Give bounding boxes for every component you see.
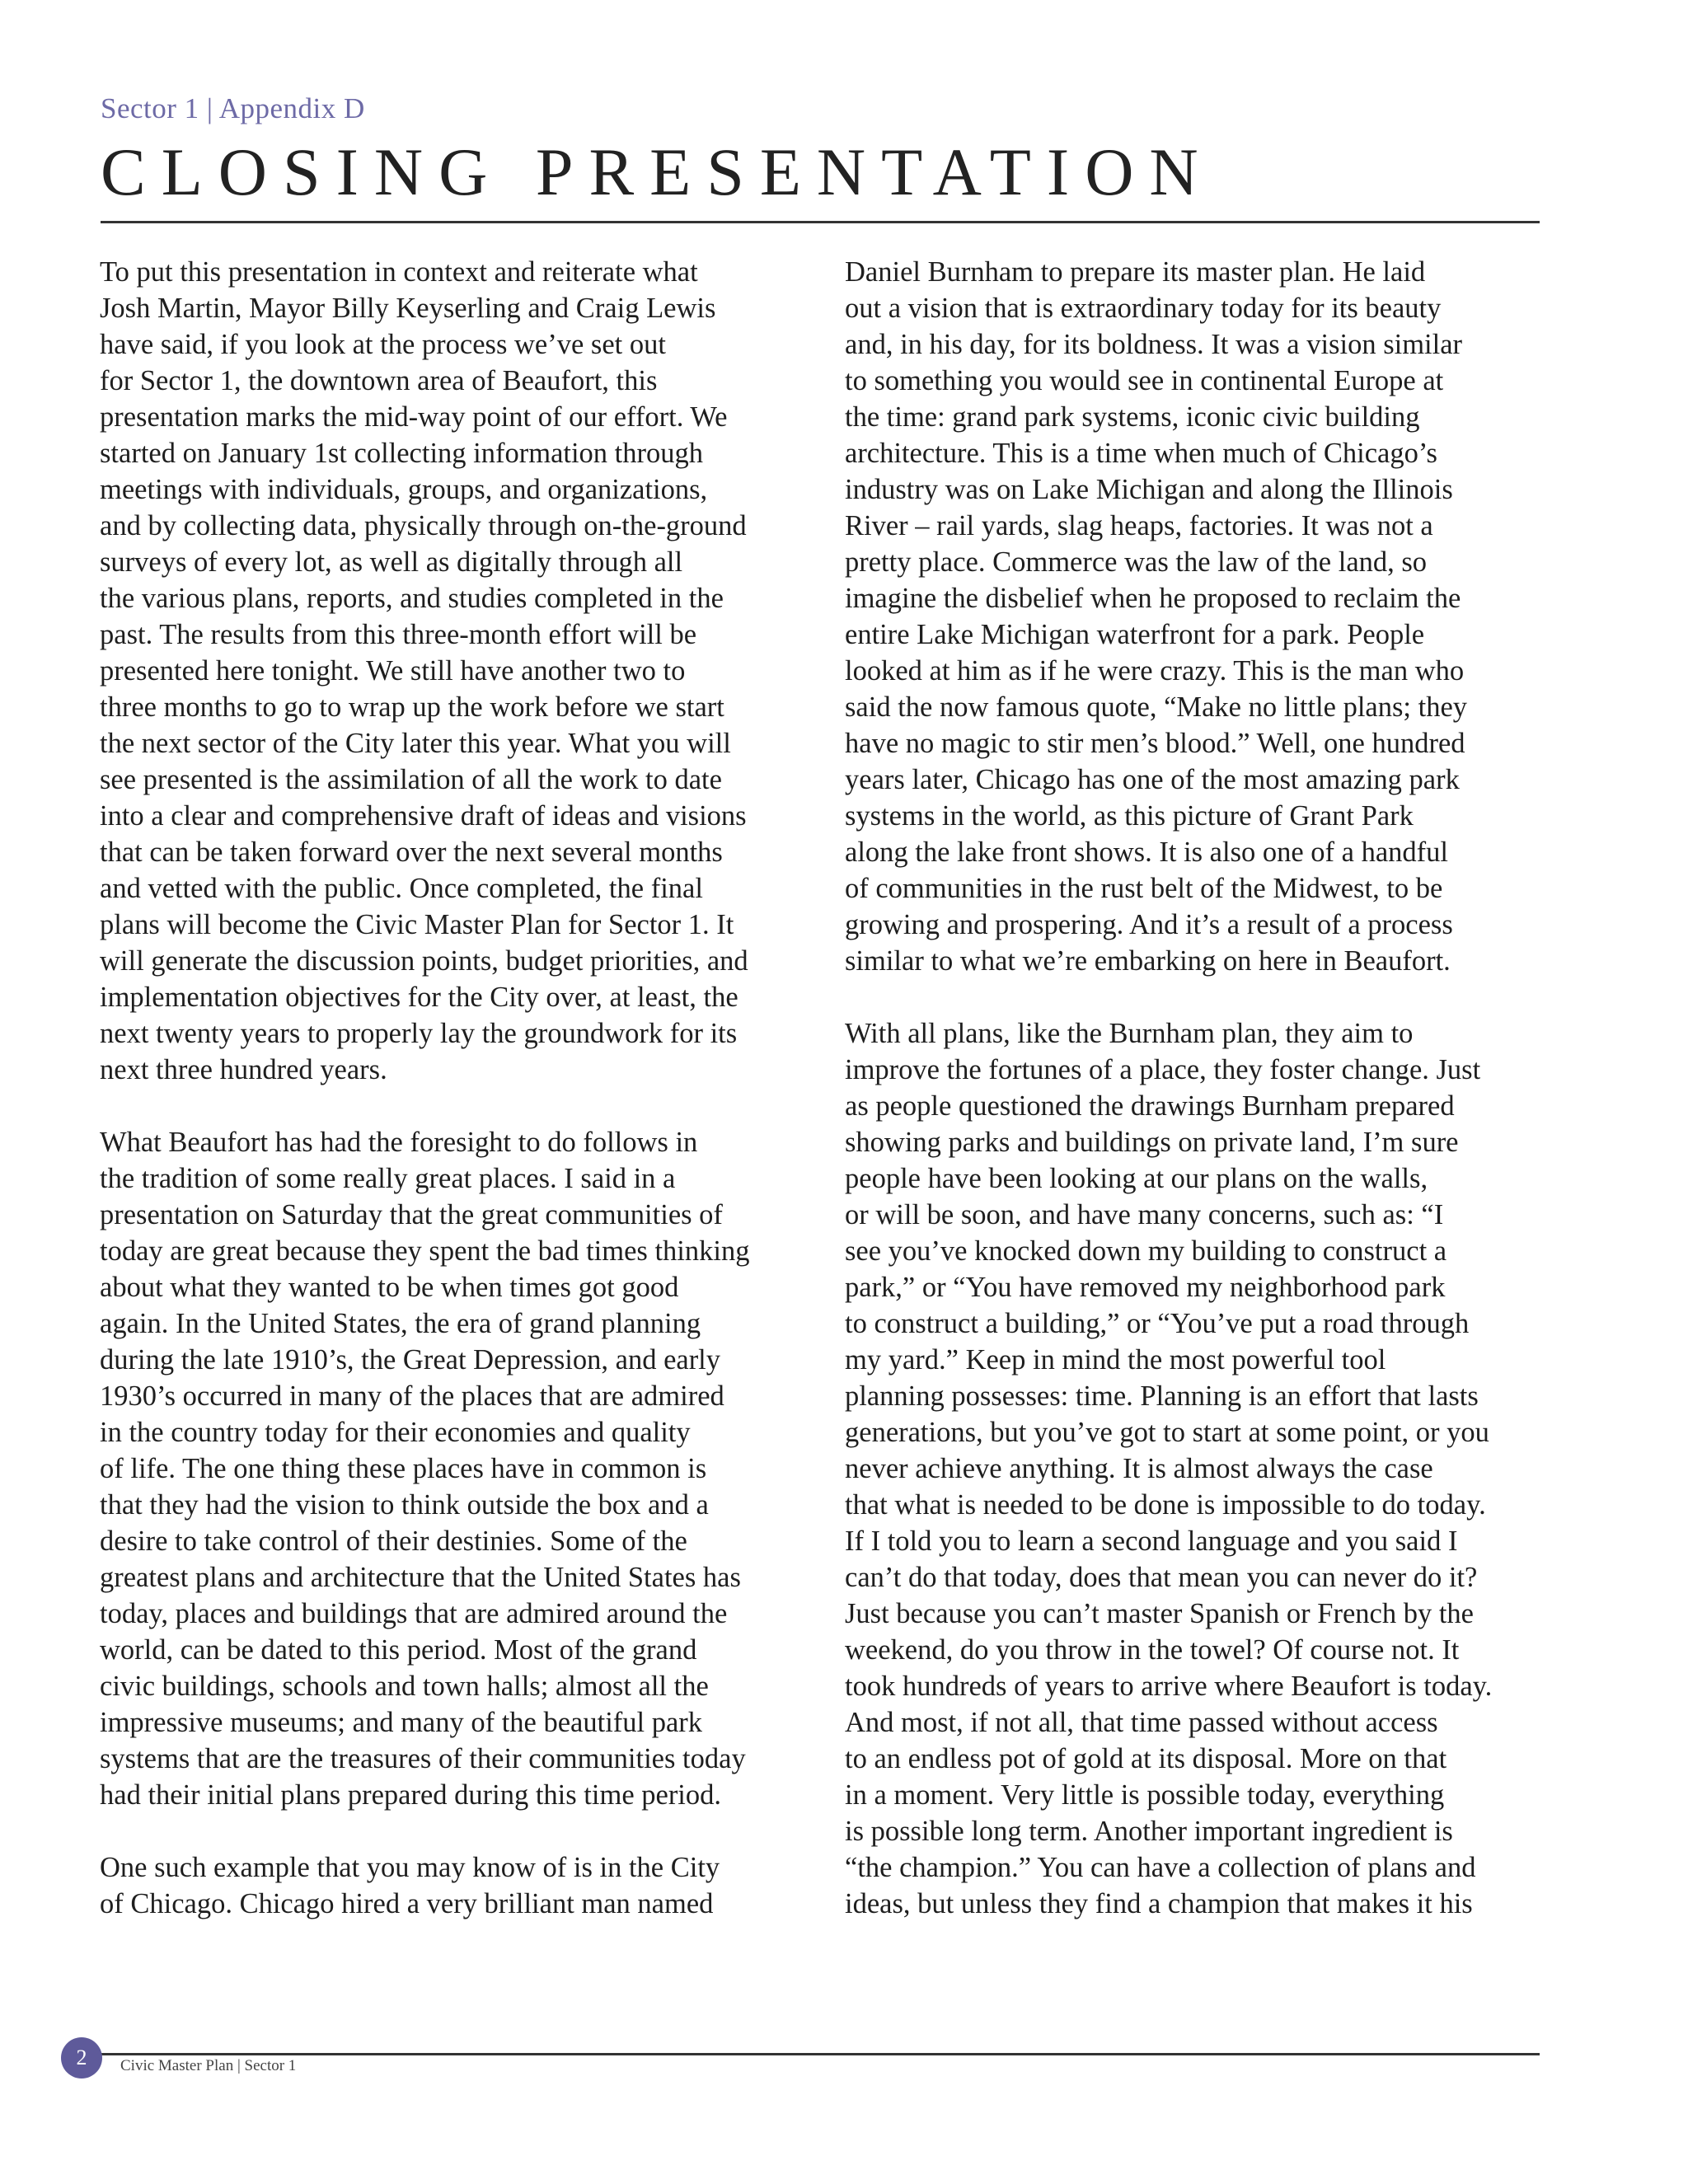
text-line: River – rail yards, slag heaps, factories. It was not a bbox=[845, 510, 1433, 541]
text-line: and, in his day, for its boldness. It was a vision similar bbox=[845, 329, 1463, 360]
paragraph-break bbox=[100, 1813, 825, 1849]
text-line: that what is needed to be done is impossible to do today. bbox=[845, 1489, 1486, 1521]
text-line: next three hundred years. bbox=[100, 1054, 387, 1085]
text-line: out a vision that is extraordinary today for its beauty bbox=[845, 293, 1442, 324]
text-line: Just because you can’t master Spanish or French by the bbox=[845, 1598, 1474, 1629]
text-line: three months to go to wrap up the work before we start bbox=[100, 691, 724, 723]
text-line: started on January 1st collecting information through bbox=[100, 438, 703, 469]
text-line: as people questioned the drawings Burnham prepared bbox=[845, 1090, 1455, 1122]
footer-divider bbox=[101, 2053, 1540, 2055]
text-line: that can be taken forward over the next several months bbox=[100, 837, 723, 868]
text-line: of life. The one thing these places have in common is bbox=[100, 1453, 707, 1484]
left-text-column bbox=[100, 254, 825, 1922]
text-line: of communities in the rust belt of the Midwest, to be bbox=[845, 873, 1443, 904]
text-line: of Chicago. Chicago hired a very brilliant man named bbox=[100, 1888, 714, 1919]
text-line: people have been looking at our plans on the walls, bbox=[845, 1163, 1428, 1194]
text-line: along the lake front shows. It is also one of a handful bbox=[845, 837, 1448, 868]
text-line: similar to what we’re embarking on here in Beaufort. bbox=[845, 945, 1451, 977]
text-line: To put this presentation in context and reiterate what bbox=[100, 256, 698, 288]
text-line: looked at him as if he were crazy. This is the man who bbox=[845, 655, 1465, 687]
text-line: had their initial plans prepared during this time period. bbox=[100, 1779, 722, 1811]
text-line: implementation objectives for the City over, at least, the bbox=[100, 982, 738, 1013]
text-line: planning possesses: time. Planning is an effort that lasts bbox=[845, 1380, 1479, 1412]
text-line: park,” or “You have removed my neighborhood park bbox=[845, 1272, 1446, 1303]
text-line: in the country today for their economies and quality bbox=[100, 1417, 691, 1448]
text-line: meetings with individuals, groups, and organizations, bbox=[100, 474, 708, 505]
text-line: and vetted with the public. Once completed, the final bbox=[100, 873, 703, 904]
text-line: is possible long term. Another important ingredient is bbox=[845, 1816, 1453, 1847]
text-line: during the late 1910’s, the Great Depression, and early bbox=[100, 1344, 721, 1376]
text-line: world, can be dated to this period. Most of the grand bbox=[100, 1634, 697, 1666]
text-line: generations, but you’ve got to start at some point, or you bbox=[845, 1417, 1489, 1448]
section-label: Sector 1 | Appendix D bbox=[101, 92, 365, 124]
text-line: to construct a building,” or “You’ve put a road through bbox=[845, 1308, 1470, 1339]
text-line: industry was on Lake Michigan and along the Illinois bbox=[845, 474, 1453, 505]
page-number-badge: 2 bbox=[61, 2037, 102, 2079]
text-line: said the now famous quote, “Make no little plans; they bbox=[845, 691, 1468, 723]
text-line: today, places and buildings that are admired around the bbox=[100, 1598, 728, 1629]
text-line: have no magic to stir men’s blood.” Well, one hundred bbox=[845, 728, 1465, 759]
text-line: One such example that you may know of is in the City bbox=[100, 1852, 720, 1883]
paragraph-break bbox=[100, 1088, 825, 1124]
text-line: With all plans, like the Burnham plan, they aim to bbox=[845, 1018, 1414, 1049]
footer-text: Civic Master Plan | Sector 1 bbox=[120, 2057, 297, 2074]
text-line: the various plans, reports, and studies completed in the bbox=[100, 583, 724, 614]
text-line: into a clear and comprehensive draft of ideas and visions bbox=[100, 800, 747, 832]
text-line: And most, if not all, that time passed without access bbox=[845, 1707, 1438, 1738]
text-line: pretty place. Commerce was the law of the land, so bbox=[845, 546, 1428, 578]
text-line: civic buildings, schools and town halls; almost all the bbox=[100, 1671, 709, 1702]
text-line: weekend, do you throw in the towel? Of course not. It bbox=[845, 1634, 1460, 1666]
text-line: greatest plans and architecture that the United States has bbox=[100, 1562, 741, 1593]
text-line: systems that are the treasures of their communities today bbox=[100, 1743, 746, 1774]
text-line: years later, Chicago has one of the most amazing park bbox=[845, 764, 1460, 795]
text-line: the next sector of the City later this year. What you will bbox=[100, 728, 731, 759]
text-line: see presented is the assimilation of all the work to date bbox=[100, 764, 722, 795]
text-line: “the champion.” You can have a collection of plans and bbox=[845, 1852, 1476, 1883]
text-line: past. The results from this three-month effort will be bbox=[100, 619, 697, 650]
text-line: never achieve anything. It is almost always the case bbox=[845, 1453, 1433, 1484]
text-line: impressive museums; and many of the beautiful park bbox=[100, 1707, 703, 1738]
text-line: to an endless pot of gold at its disposal. More on that bbox=[845, 1743, 1447, 1774]
text-line: plans will become the Civic Master Plan for Sector 1. It bbox=[100, 909, 734, 940]
text-line: 1930’s occurred in many of the places that are admired bbox=[100, 1380, 724, 1412]
text-line: Daniel Burnham to prepare its master plan. He laid bbox=[845, 256, 1426, 288]
text-line: desire to take control of their destinies. Some of the bbox=[100, 1526, 687, 1557]
text-line: about what they wanted to be when times got good bbox=[100, 1272, 679, 1303]
text-line: improve the fortunes of a place, they foster change. Just bbox=[845, 1054, 1481, 1085]
text-line: see you’ve knocked down my building to construct a bbox=[845, 1235, 1447, 1267]
paragraph-break bbox=[845, 979, 1562, 1015]
text-line: in a moment. Very little is possible today, everything bbox=[845, 1779, 1445, 1811]
text-line: next twenty years to properly lay the groundwork for its bbox=[100, 1018, 738, 1049]
text-line: have said, if you look at the process we’ve set out bbox=[100, 329, 666, 360]
text-line: presentation marks the mid-way point of our effort. We bbox=[100, 401, 728, 433]
text-line: surveys of every lot, as well as digitally through all bbox=[100, 546, 683, 578]
text-line: the time: grand park systems, iconic civic building bbox=[845, 401, 1420, 433]
text-line: Josh Martin, Mayor Billy Keyserling and Craig Lewis bbox=[100, 293, 716, 324]
text-line: today are great because they spent the bad times thinking bbox=[100, 1235, 750, 1267]
text-line: for Sector 1, the downtown area of Beaufort, this bbox=[100, 365, 658, 396]
text-line: the tradition of some really great places. I said in a bbox=[100, 1163, 676, 1194]
text-line: ideas, but unless they find a champion that makes it his bbox=[845, 1888, 1473, 1919]
text-line: or will be soon, and have many concerns, such as: “I bbox=[845, 1199, 1444, 1230]
text-line: can’t do that today, does that mean you can never do it? bbox=[845, 1562, 1478, 1593]
text-line: growing and prospering. And it’s a result of a process bbox=[845, 909, 1453, 940]
text-line: took hundreds of years to arrive where Beaufort is today. bbox=[845, 1671, 1493, 1702]
text-line: again. In the United States, the era of grand planning bbox=[100, 1308, 701, 1339]
text-line: will generate the discussion points, budget priorities, and bbox=[100, 945, 748, 977]
text-line: and by collecting data, physically through on-the-ground bbox=[100, 510, 747, 541]
right-text-column bbox=[845, 254, 1562, 1922]
text-line: showing parks and buildings on private land, I’m sure bbox=[845, 1127, 1459, 1158]
text-line: What Beaufort has had the foresight to do follows in bbox=[100, 1127, 698, 1158]
text-line: imagine the disbelief when he proposed to reclaim the bbox=[845, 583, 1461, 614]
text-line: systems in the world, as this picture of Grant Park bbox=[845, 800, 1414, 832]
text-line: If I told you to learn a second language and you said I bbox=[845, 1526, 1458, 1557]
text-line: entire Lake Michigan waterfront for a park. People bbox=[845, 619, 1425, 650]
text-line: my yard.” Keep in mind the most powerful tool bbox=[845, 1344, 1386, 1376]
text-line: architecture. This is a time when much of Chicago’s bbox=[845, 438, 1437, 469]
title-divider bbox=[101, 221, 1540, 223]
page-title: CLOSING PRESENTATION bbox=[101, 134, 1214, 209]
text-line: presented here tonight. We still have another two to bbox=[100, 655, 686, 687]
text-line: presentation on Saturday that the great communities of bbox=[100, 1199, 723, 1230]
text-line: to something you would see in continental Europe at bbox=[845, 365, 1444, 396]
text-line: that they had the vision to think outside the box and a bbox=[100, 1489, 709, 1521]
